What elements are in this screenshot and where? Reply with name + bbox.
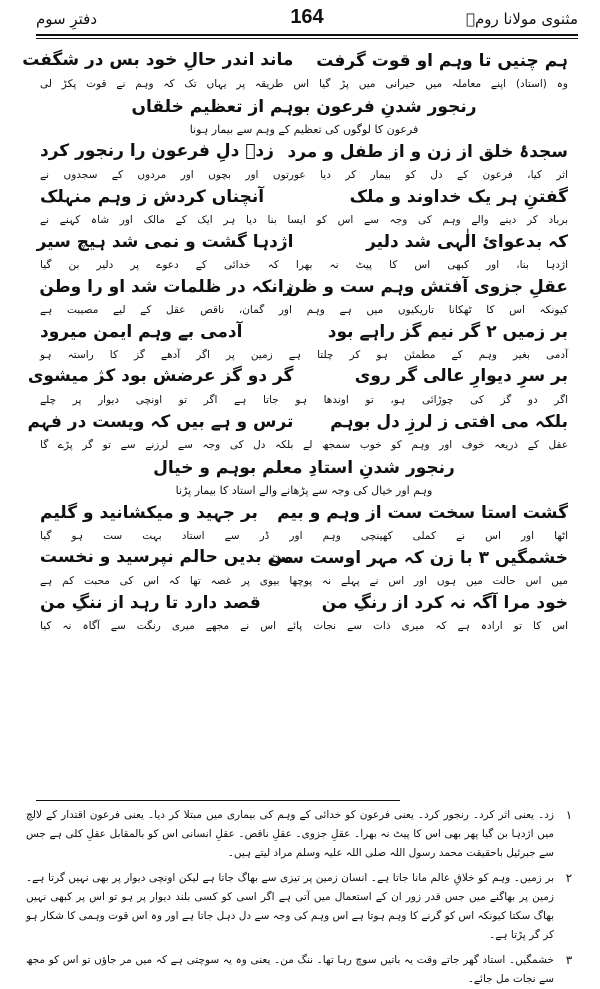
urdu-translation: کیونکہ اس کا ٹھکانا تاریکیوں میں ہے وہم اور گمان، ناقص عقل کے لیے مصیبت ہے xyxy=(40,304,568,316)
couplet xyxy=(27,409,568,454)
second-hemistich: اژدہا گشت و نمی شد ہیچ سیر xyxy=(36,232,294,252)
second-hemistich: آدمی بے وہم ایمن میرود xyxy=(40,322,243,342)
second-hemistich: زانکہ در ظلمات شد او را وطن xyxy=(39,277,294,297)
urdu-translation: میں اس حالت میں ہوں اور اس نے پہلے نہ پوچھا بیوی پر غصہ تھا کہ اس کی محبت کم ہے xyxy=(40,575,568,587)
couplet xyxy=(36,229,568,274)
page-number: 164 xyxy=(290,6,324,28)
first-hemistich: گفتنِ ہر یک خداوند و ملک xyxy=(349,187,568,207)
couplet xyxy=(22,48,568,93)
couplet-line xyxy=(27,409,568,437)
urdu-translation: اثر کیا، فرعون کے دل کو بیمار کر دیا عورتوں اور بچوں اور مردوں کے سجدوں نے xyxy=(40,169,568,181)
footnote xyxy=(26,806,578,863)
second-hemistich: بر جہید و میکشانید و گلیم xyxy=(40,503,258,523)
page-header xyxy=(36,6,578,32)
first-hemistich: عقلِ جزوی آفتش وہم ست و ظن xyxy=(286,277,568,297)
second-hemistich: من بدیں حالم نپرسید و نخست xyxy=(39,547,294,567)
footnote-text: خشمگیں۔ استاد گھر جاتے وقت یہ باتیں سوچ رہا تھا۔ ننگ من۔ یعنی وہ یہ سوچتی ہے کہ میں مر جاؤں تو اس کو مجھ سے نجات مل جائے۔ xyxy=(26,954,554,985)
first-hemistich: خشمگیں ۳ با زن کہ مہر اوست ست xyxy=(269,548,568,568)
footnote-rule xyxy=(36,800,400,801)
first-hemistich: گشت استا سخت ست از وہم و بیم xyxy=(277,503,568,523)
section-heading-block xyxy=(40,454,568,500)
section-heading: رنجور شدنِ فرعون بوہم از تعظیم خلقاں xyxy=(131,97,477,117)
couplet xyxy=(40,184,568,229)
book-title: مثنوی مولانا رومؒ xyxy=(466,10,578,28)
couplet xyxy=(40,500,568,545)
couplet-line xyxy=(40,590,568,618)
header-rule xyxy=(36,34,578,36)
couplet xyxy=(40,319,568,364)
couplet xyxy=(40,139,568,184)
couplet xyxy=(40,545,568,590)
first-hemistich: کہ بدعوائ الٰہی شد دلیر xyxy=(366,232,568,252)
footnote xyxy=(26,951,578,989)
section-heading-translation: وہم اور خیال کی وجہ سے پڑھانے والے استاد کا بیمار پڑنا xyxy=(175,484,433,497)
urdu-translation: برباد کر دینے والے وہم کی وجہ سے اس کو ایسا بنا دیا ہر ایک کے مالک اور شاہ کہنے نے xyxy=(40,214,568,226)
couplet-line xyxy=(40,274,568,302)
couplet-line xyxy=(40,500,568,528)
first-hemistich: بلکہ می افتی ز لرزِ دل بوہم xyxy=(330,412,568,432)
couplet-line xyxy=(40,545,568,573)
section-heading-block xyxy=(40,93,568,139)
footnote-number: ۱ xyxy=(565,808,573,822)
urdu-translation: اٹھا اور اس نے کملی کھینچی وہم اور ڈر سے استاد بہت ست ہو گیا xyxy=(40,530,568,542)
couplet xyxy=(27,364,568,409)
urdu-translation: عقل کے ذریعہ خوف اور وہم کو خوب سمجھ لے بلکہ دل کی وجہ سے لرزنے سے تو گر پڑے گا xyxy=(40,439,568,451)
second-hemistich: زدؔ دلِ فرعون را رنجور کرد xyxy=(40,141,274,161)
urdu-translation: اژدہا بنا، اور کبھی اس کا پیٹ نہ بھرا کہ خدائی کے دعوے پر دلیر بن گیا xyxy=(40,259,568,271)
urdu-translation: آدمی بغیر وہم کے مطمئن ہو کر چلتا ہے زمین پر اگر آدھے گز کا راستہ ہو xyxy=(40,349,568,361)
couplet-line xyxy=(27,364,568,392)
section-heading-translation: فرعون کا لوگوں کی تعظیم کے وہم سے بیمار ہونا xyxy=(189,123,419,136)
urdu-translation: وہ (استاد) اپنے معاملہ میں حیرانی میں پڑ گیا اس طریقہ پر یہاں تک کہ وہم نے قوت پکڑ لی xyxy=(40,78,568,90)
footnote-text: بر زمیں۔ وہم کو خلاقِ عالم مانا جاتا ہے۔ انسان زمین پر تیزی سے بھاگ جاتا ہے لیکن اونچی دیوار پر بھی نہیں گرتا ہے۔ زمین پر بھاگنے میں جس قدر زور ان کے استعمال میں آتی ہے اگر اسی کو کسی بلند دیوار پر ہو تو اس پر کبھی نہیں بھاگ سکتا کیونکہ اس کو گرنے کا وہم ہوتا ہے اس وہم کی وجہ سے دل دہل جاتا ہے اور وہ اس قوت وہمی کا شکار ہو کر گر پڑتا ہے۔ xyxy=(26,872,554,941)
book-section-label: دفترِ سوم xyxy=(36,10,98,28)
first-hemistich: ہم چنیں تا وہم او قوت گرفت xyxy=(316,51,568,71)
first-hemistich: خود مرا آگہ نہ کرد از رنگِ من xyxy=(321,593,568,613)
urdu-translation: اگر دو گز کی چوڑائی ہو، تو اوندھا ہو جاتا ہے اگر تو اونچی دیوار پر چلے xyxy=(40,394,568,406)
urdu-translation: اس کا تو ارادہ ہے کہ میری ذات سے نجات پائے اس نے مجھے میری رنگت سے آگاہ نہ کیا xyxy=(40,620,568,632)
couplet-line xyxy=(40,184,568,212)
footnote-number: ۳ xyxy=(565,953,573,967)
couplet xyxy=(40,274,568,319)
couplet-line xyxy=(36,229,568,257)
first-hemistich: بر سرِ دیوارِ عالی گر روی xyxy=(354,366,568,386)
couplet xyxy=(40,590,568,635)
second-hemistich: ماند اندر حالِ خود بس در شگفت xyxy=(22,50,294,70)
second-hemistich: آنچناں کردش ز وہم منہلک xyxy=(40,187,265,207)
second-hemistich: گر دو گز عرضش بود کژ میشوی xyxy=(27,366,294,386)
footnote-number: ۲ xyxy=(565,871,573,885)
first-hemistich: بر زمیں ۲ گر نیم گز راہے بود xyxy=(327,322,568,342)
section-heading: رنجور شدنِ استادِ معلم بوہم و خیال xyxy=(153,458,455,478)
first-hemistich: سجدۂ خلق از زن و از طفل و مرد xyxy=(287,142,568,162)
couplet-line xyxy=(40,139,568,167)
page-body xyxy=(22,48,568,796)
footnotes xyxy=(26,806,578,985)
footnote-text: زد۔ یعنی اثر کرد۔ رنجور کرد۔ یعنی فرعون کو خدائی کے وہم کی بیماری میں مبتلا کر دیا۔ یعنی فرعون اقتدار کے لالچ میں اژدہا بن گیا پھر بھی اس کا پیٹ نہ بھرا۔ عقلِ جزوی۔ عقلِ ناقص۔ عقلِ انسانی اس کو بالمقابل عقلِ کلی ہے جس سے جبرئیل باحقیقت محمد رسول اللہ صلی اللہ علیہ وسلم مراد لیتے ہیں۔ xyxy=(26,809,554,859)
couplet-line xyxy=(22,48,568,76)
footnote xyxy=(26,869,578,945)
couplet-line xyxy=(40,319,568,347)
header-rule-thin xyxy=(36,38,578,39)
second-hemistich: قصد دارد تا رہد از ننگِ من xyxy=(40,593,261,613)
second-hemistich: ترس و ہے بیں کہ ویست در فہم xyxy=(27,412,294,432)
